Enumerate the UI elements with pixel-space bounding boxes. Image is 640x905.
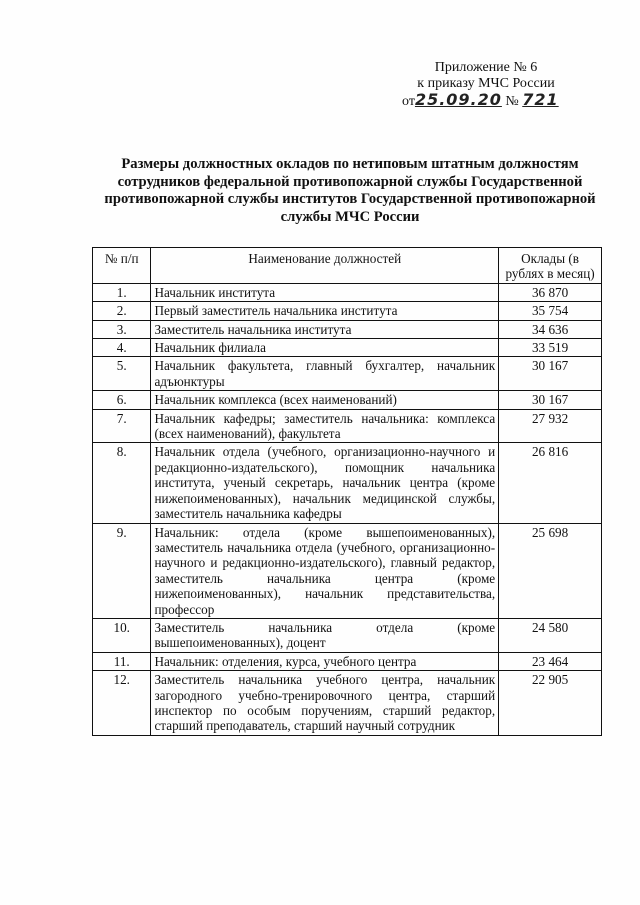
table-row <box>93 320 602 338</box>
row-num: 1. <box>93 283 151 301</box>
row-name: Начальник факультета, главный бухгалтер, начальник адъюнктуры <box>151 357 499 391</box>
table-row <box>93 523 602 618</box>
row-salary: 35 754 <box>499 302 602 320</box>
row-salary: 34 636 <box>499 320 602 338</box>
row-num: 4. <box>93 339 151 357</box>
row-num: 7. <box>93 409 151 443</box>
annex-number-label: № <box>505 94 519 109</box>
row-name: Начальник филиала <box>151 339 499 357</box>
table-row <box>93 618 602 652</box>
row-salary: 24 580 <box>499 618 602 652</box>
row-salary: 33 519 <box>499 339 602 357</box>
table-row <box>93 391 602 409</box>
row-salary: 25 698 <box>499 523 602 618</box>
row-salary: 22 905 <box>499 671 602 736</box>
header-salary: Оклады (в рублях в месяц) <box>499 248 602 284</box>
row-name: Начальник института <box>151 283 499 301</box>
row-salary: 30 167 <box>499 357 602 391</box>
row-num: 9. <box>93 523 151 618</box>
row-num: 3. <box>93 320 151 338</box>
table-row <box>93 339 602 357</box>
table-row <box>93 409 602 443</box>
table-row <box>93 671 602 736</box>
document-title: Размеры должностных окладов по нетиповым штатным должностям сотрудников федеральной противопожарной службы Государственной противопожарной службы институтов Государственной противопожарной службы МЧС России <box>104 156 596 225</box>
handwritten-number: 721 <box>522 90 559 109</box>
row-salary: 26 816 <box>499 443 602 523</box>
table-row <box>93 302 602 320</box>
annex-block <box>396 60 576 110</box>
row-name: Начальник: отдела (кроме вышепоименованных), заместитель начальника отдела (учебного, организационно-научного и редакционно-издательского), главный редактор, заместитель начальника центра (кроме нижепоименованных), начальник представительства, профессор <box>151 523 499 618</box>
row-name: Начальник кафедры; заместитель начальника: комплекса (всех наименований), факультета <box>151 409 499 443</box>
row-num: 5. <box>93 357 151 391</box>
row-name: Первый заместитель начальника института <box>151 302 499 320</box>
header-name: Наименование должностей <box>151 248 499 284</box>
row-salary: 30 167 <box>499 391 602 409</box>
row-name: Начальник отдела (учебного, организационно-научного и редакционно-издательского), помощник начальника института, ученый секретарь, начальник центра (кроме нижепоименованных), начальник медицинской службы, заместитель начальника кафедры <box>151 443 499 523</box>
row-name: Заместитель начальника института <box>151 320 499 338</box>
row-name: Заместитель начальника учебного центра, начальник загородного учебно-тренировочного центра, старший инспектор по особым поручениям, старший редактор, старший преподаватель, старший научный сотрудник <box>151 671 499 736</box>
table-row <box>93 357 602 391</box>
annex-order-ref: к приказу МЧС России <box>417 76 555 91</box>
row-num: 8. <box>93 443 151 523</box>
annex-date-line <box>396 92 576 110</box>
row-salary: 36 870 <box>499 283 602 301</box>
row-num: 12. <box>93 671 151 736</box>
row-name: Заместитель начальника отдела (кроме вышепоименованных), доцент <box>151 618 499 652</box>
row-num: 6. <box>93 391 151 409</box>
table-row <box>93 283 602 301</box>
row-name: Начальник комплекса (всех наименований) <box>151 391 499 409</box>
annex-from-label: от <box>402 94 415 109</box>
table-row <box>93 652 602 670</box>
row-name: Начальник: отделения, курса, учебного центра <box>151 652 499 670</box>
annex-title: Приложение № 6 <box>434 60 538 75</box>
row-num: 10. <box>93 618 151 652</box>
table-header-row <box>93 248 602 284</box>
row-num: 11. <box>93 652 151 670</box>
table-row <box>93 443 602 523</box>
header-num: № п/п <box>93 248 151 284</box>
row-salary: 27 932 <box>499 409 602 443</box>
row-num: 2. <box>93 302 151 320</box>
handwritten-date: 25.09.20 <box>414 90 502 109</box>
row-salary: 23 464 <box>499 652 602 670</box>
salary-table <box>92 247 602 736</box>
